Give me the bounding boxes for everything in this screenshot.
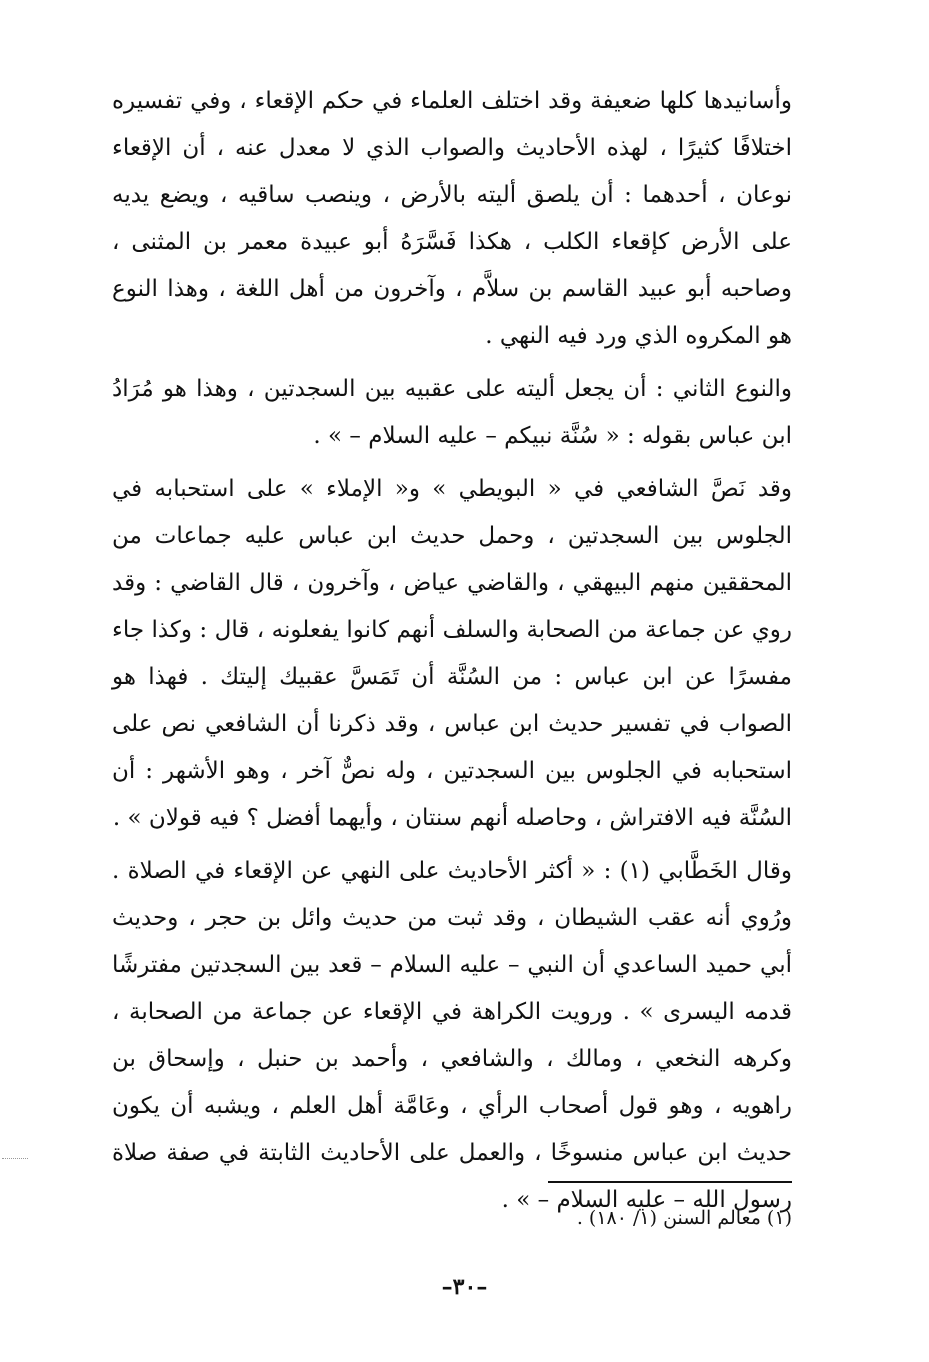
paragraph-2: والنوع الثاني : أن يجعل أليته على عقبيه بين السجدتين ، وهذا هو مُرَادُ ابن عباس بقوله : « سُنَّة نبيكم – عليه السلام – » . bbox=[112, 376, 792, 449]
footnote: (١) معالم السنن (١/ ١٨٠) . bbox=[576, 1207, 792, 1229]
paragraph-4: وقال الخَطَّابي (١) : « أكثر الأحاديث على النهي عن الإقعاء في الصلاة . ورُوي أنه عقب الشيطان ، وقد ثبت من حديث وائل بن حجر ، وحديث أبي حميد الساعدي أن النبي – عليه السلام – قعد بين السجدتين مفترشًا قدمه اليسرى » . ورويت الكراهة في الإقعاء عن جماعة من الصحابة ، وكرهه النخعي ، ومالك ، والشافعي ، وأحمد بن حنبل ، وإسحاق بن راهويه ، وهو قول أصحاب الرأي ، وعَامَّة أهل العلم ، ويشبه أن يكون حديث ابن عباس منسوخًا ، والعمل على الأحاديث الثابتة في صفة صلاة رسول الله – عليه السلام – » . bbox=[112, 858, 793, 1213]
scan-edge-mark bbox=[2, 1158, 28, 1159]
main-text bbox=[112, 78, 792, 1224]
footnote-divider bbox=[548, 1181, 792, 1183]
paragraph-1: وأسانيدها كلها ضعيفة وقد اختلف العلماء في حكم الإقعاء ، وفي تفسيره اختلافًا كثيرًا ، لهذه الأحاديث والصواب الذي لا معدل عنه ، أن الإقعاء نوعان ، أحدهما : أن يلصق أليته بالأرض ، وينصب ساقيه ، ويضع يديه على الأرض كإقعاء الكلب ، هكذا فَسَّرَهُ أبو عبيدة معمر بن المثنى ، وصاحبه أبو عبيد القاسم بن سلاَّم ، وآخرون من أهل اللغة ، وهذا النوع هو المكروه الذي ورد فيه النهي . bbox=[112, 88, 792, 349]
paragraph-3: وقد نَصَّ الشافعي في « البويطي » و« الإملاء » على استحبابه في الجلوس بين السجدتين ، وحمل حديث ابن عباس عليه جماعات من المحققين منهم البيهقي ، والقاضي عياض ، وآخرون ، قال القاضي : وقد روي عن جماعة من الصحابة والسلف أنهم كانوا يفعلونه ، قال : وكذا جاء مفسرًا عن ابن عباس : من السُنَّة أن تَمَسَّ عقبيك إليتك . فهذا هو الصواب في تفسير حديث ابن عباس ، وقد ذكرنا أن الشافعي نص على استحبابه في الجلوس بين السجدتين ، وله نصٌّ آخر ، وهو الأشهر : أن السُنَّة فيه الافتراش ، وحاصله أنهم سنتان ، وأيهما أفضل ؟ فيه قولان » . bbox=[112, 476, 792, 831]
page-number: –٣٠– bbox=[441, 1274, 488, 1300]
